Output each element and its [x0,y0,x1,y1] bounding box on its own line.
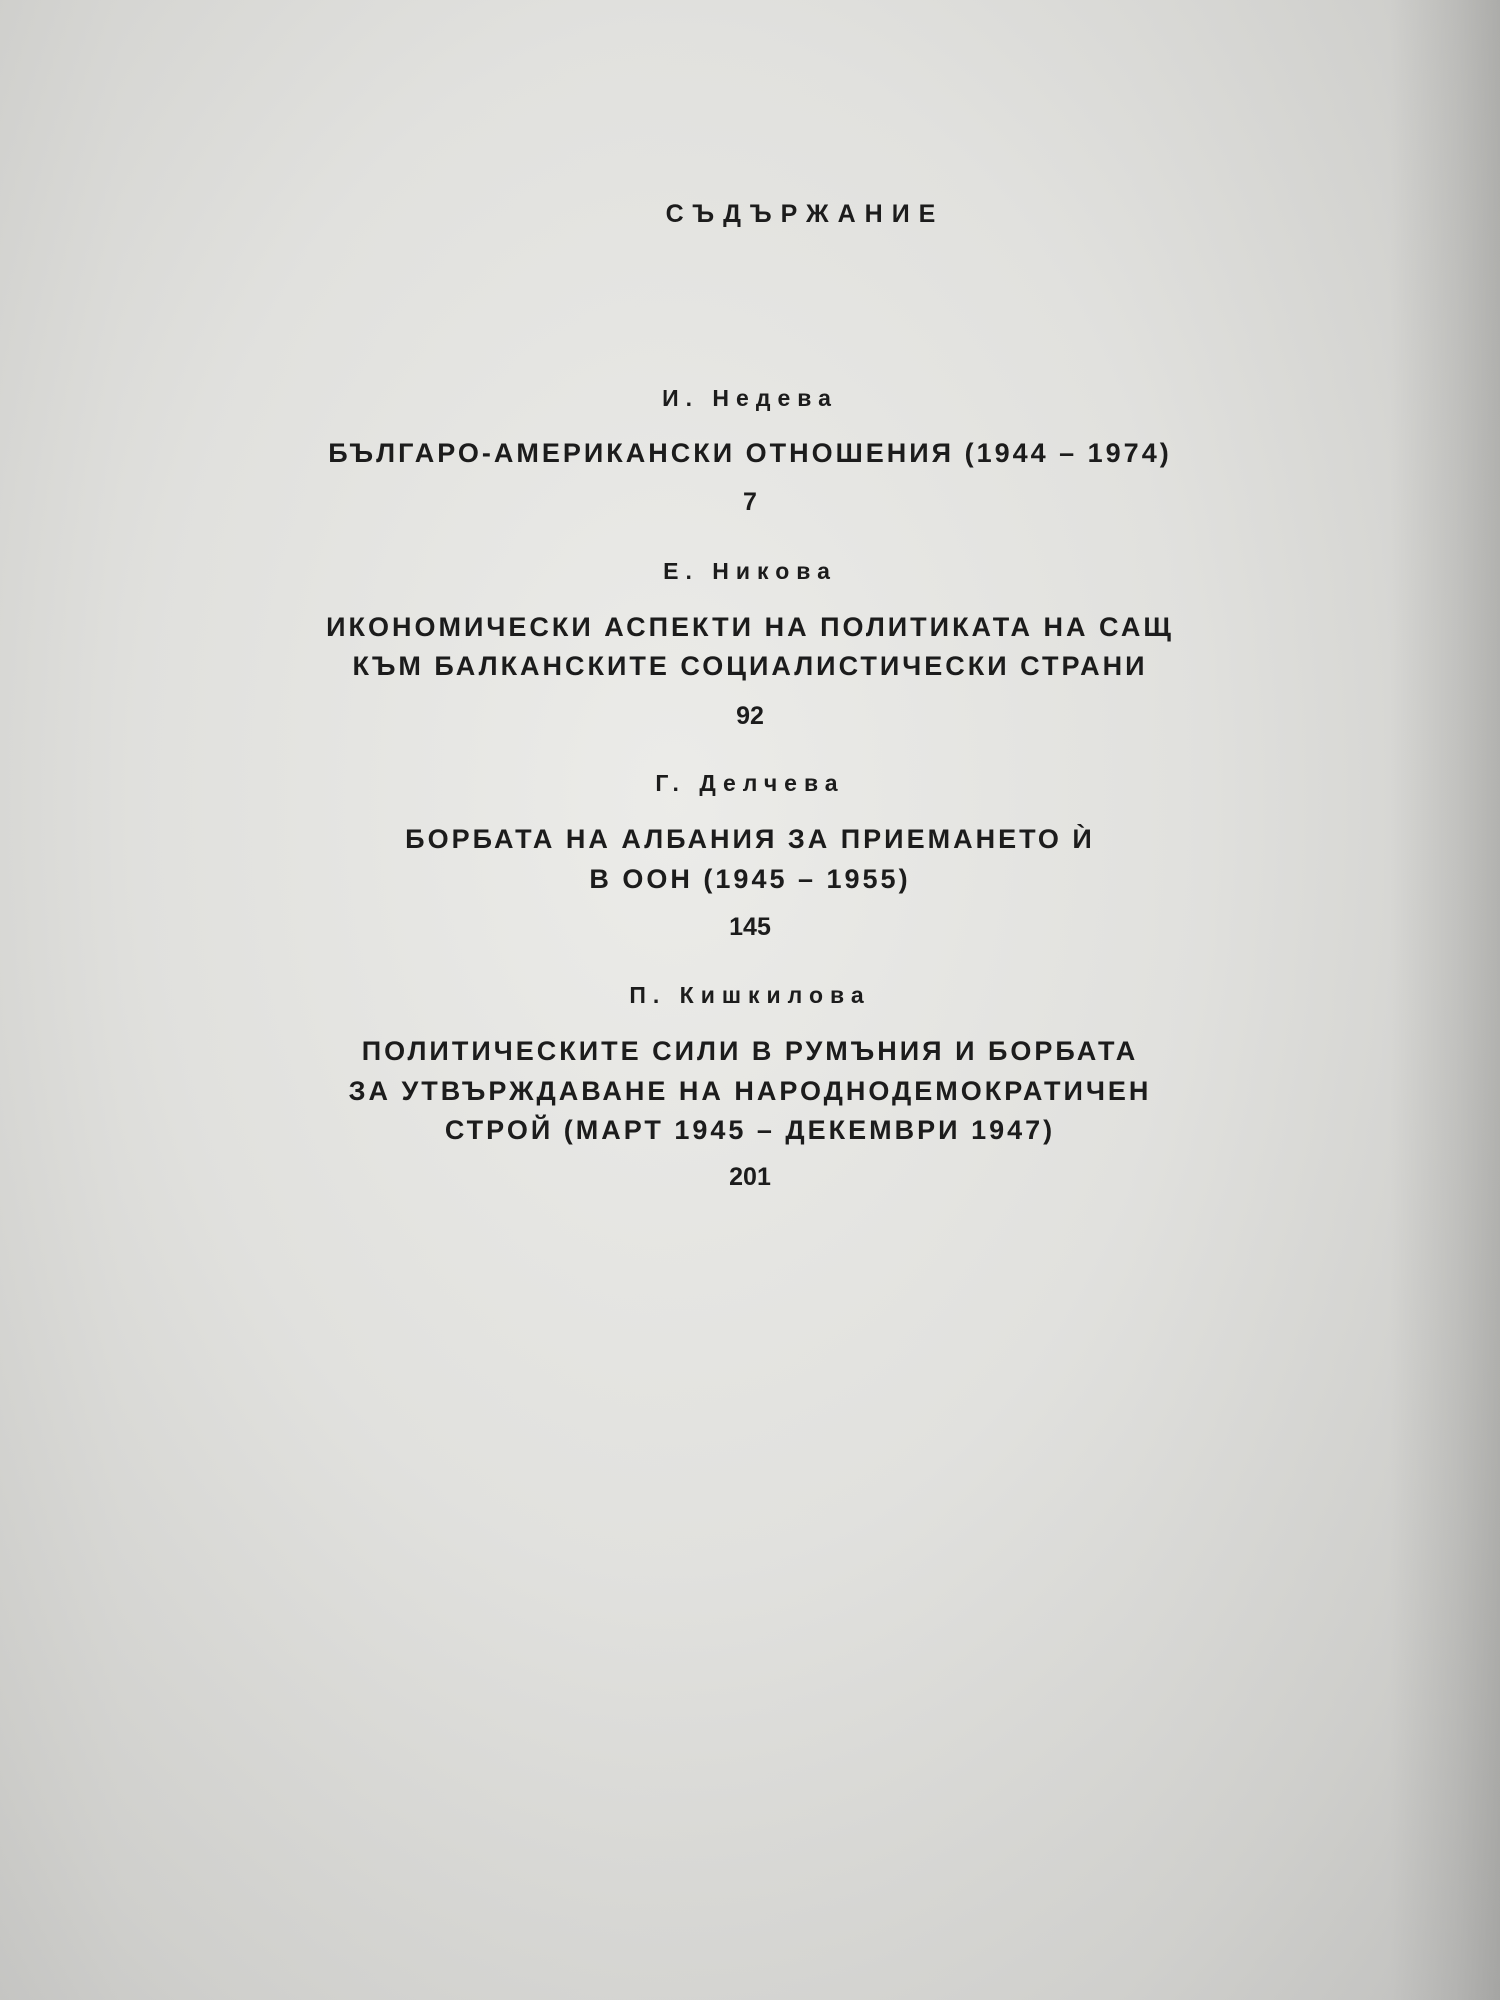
entry-author: Г. Делчева [655,770,845,796]
entry-title: КЪМ БАЛКАНСКИТЕ СОЦИАЛИСТИЧЕСКИ СТРАНИ [352,651,1148,681]
entry-author: П. Кишкилова [629,982,871,1008]
entry-page-number: 201 [729,1163,771,1191]
entry-title: БЪЛГАРО-АМЕРИКАНСКИ ОТНОШЕНИЯ (1944 – 1974) [328,438,1172,468]
entry-title: ПОЛИТИЧЕСКИТЕ СИЛИ В РУМЪНИЯ И БОРБАТА [361,1036,1139,1066]
entry-author: И. Недева [662,385,838,411]
entry-page-number: 7 [743,488,757,516]
contents-heading: СЪДЪРЖАНИЕ [665,200,945,228]
entry-title: В ООН (1945 – 1955) [589,864,911,894]
entry-title: СТРОЙ (МАРТ 1945 – ДЕКЕМВРИ 1947) [444,1115,1056,1145]
entry-title: ИКОНОМИЧЕСКИ АСПЕКТИ НА ПОЛИТИКАТА НА САЩ [326,612,1174,642]
entry-author: Е. Никова [663,558,837,584]
entry-page-number: 145 [729,913,771,941]
entry-title: ЗА УТВЪРЖДАВАНЕ НА НАРОДНОДЕМОКРАТИЧЕН [348,1076,1152,1106]
entry-title: БОРБАТА НА АЛБАНИЯ ЗА ПРИЕМАНЕТО Ѝ [405,824,1095,854]
entry-page-number: 92 [736,702,764,730]
